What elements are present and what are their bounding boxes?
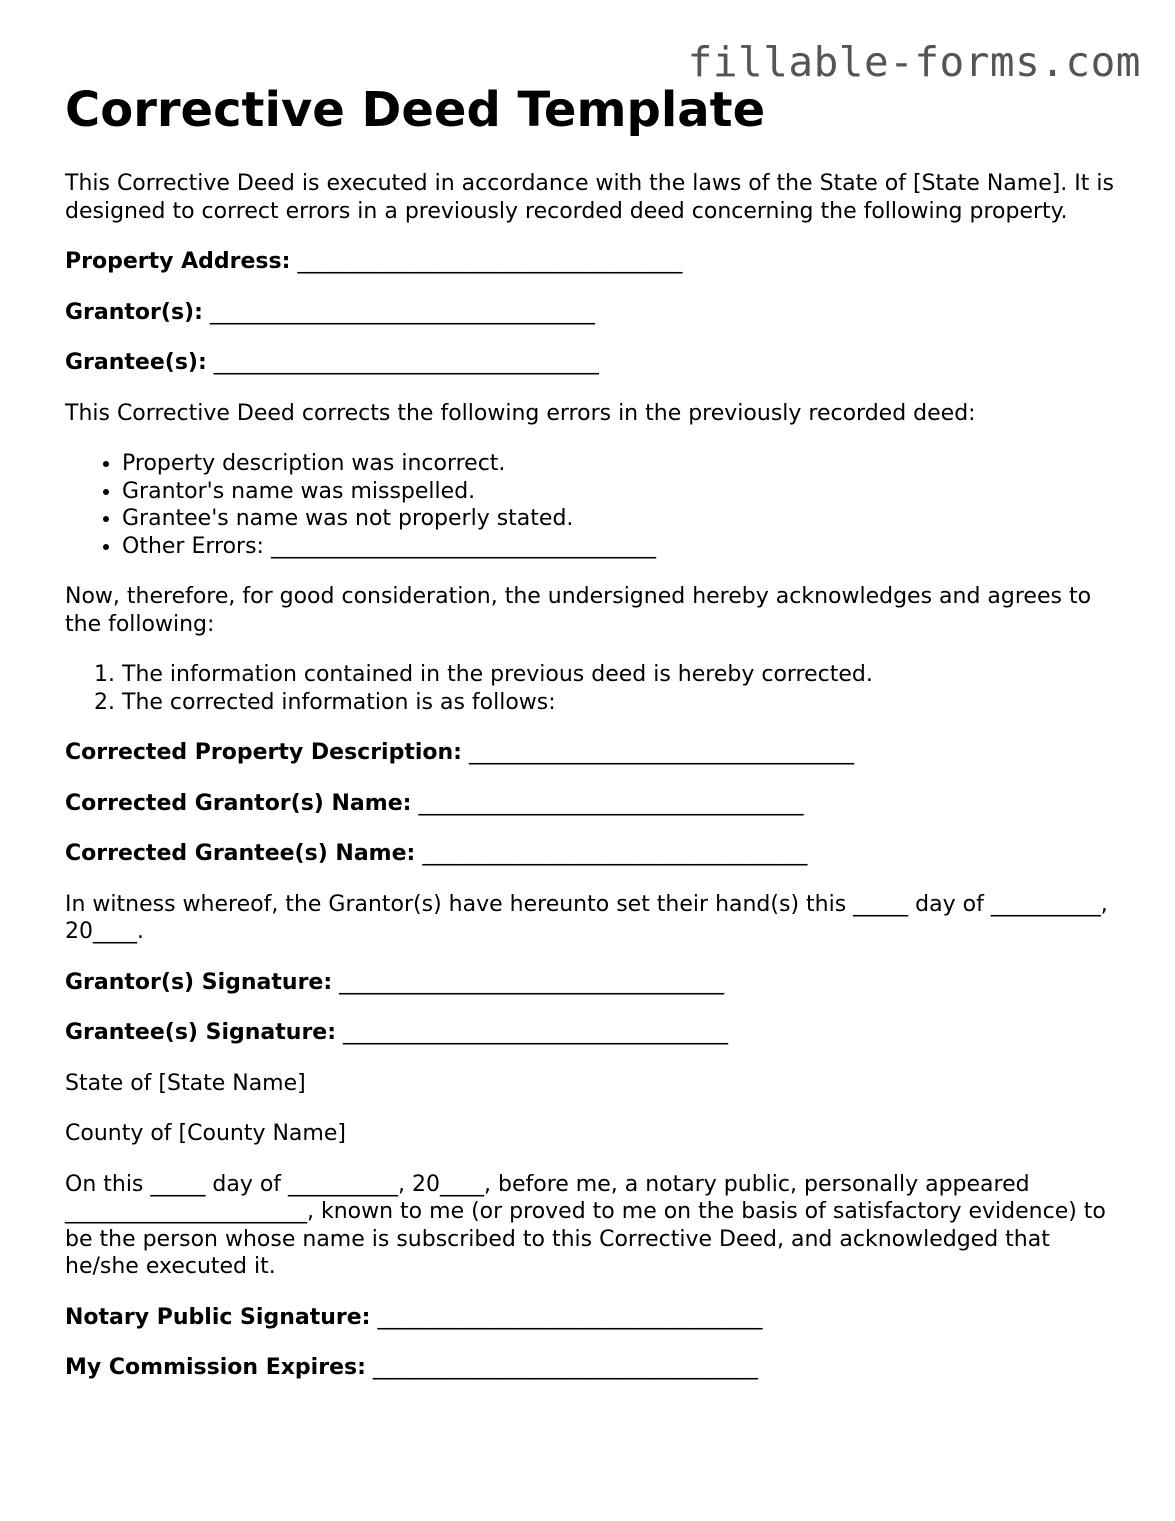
field-label: Corrected Property Description: [65, 740, 462, 765]
commission-expires-field[interactable] [65, 1354, 1125, 1382]
page-title: Corrective Deed Template [65, 82, 766, 138]
field-blank[interactable]: ___________________________________ [297, 249, 683, 274]
field-label: Property Address: [65, 249, 291, 274]
field-label: Corrected Grantor(s) Name: [65, 790, 412, 816]
intro-paragraph: This Corrective Deed is executed in accordance with the laws of the State of [State Name]. It is designed to correct errors in a previously recorded deed concerning the following property. [65, 171, 1114, 224]
list-item: 1. The information contained in the previous deed is hereby corrected. [122, 661, 1125, 689]
notary-signature-field[interactable] [65, 1304, 1125, 1332]
notary-paragraph[interactable]: On this _____ day of __________, 20____, before me, a notary public, personally appeared ______________________, known to me (or proved to me on the basis of satisfactory evidence) to be the person whose name is subscribed to this Corrective Deed, and acknowledged that he/she executed it. [65, 1171, 1106, 1279]
field-label: My Commission Expires: [65, 1355, 366, 1380]
state-line: State of [State Name] [65, 1070, 306, 1096]
corrected-grantor-name-field[interactable] [65, 790, 1125, 818]
grantee-signature-field[interactable] [65, 1019, 1125, 1047]
field-blank[interactable]: ___________________________________ [422, 841, 808, 866]
list-item: • Property description was incorrect. [122, 450, 1125, 478]
corrected-grantee-name-field[interactable] [65, 840, 1125, 868]
field-blank[interactable]: ___________________________________ [468, 740, 854, 765]
grantor-field[interactable] [65, 299, 1125, 327]
field-blank[interactable]: ___________________________________ [209, 299, 595, 325]
list-item-other-errors[interactable]: • Other Errors: ___________________________________ [122, 533, 1125, 561]
errors-intro: This Corrective Deed corrects the following errors in the previously recorded deed: [65, 400, 976, 426]
field-label: Grantor(s) Signature: [65, 969, 333, 995]
consideration-paragraph: Now, therefore, for good consideration, the undersigned hereby acknowledges and agrees to the following: [65, 584, 1092, 637]
list-item: 2. The corrected information is as follows: [122, 689, 1125, 717]
field-label: Corrected Grantee(s) Name: [65, 841, 416, 866]
county-line: County of [County Name] [65, 1121, 346, 1146]
property-address-field[interactable] [65, 248, 1125, 276]
list-item: • Grantee's name was not properly stated. [122, 505, 1125, 533]
field-blank[interactable]: ___________________________________ [339, 969, 725, 995]
field-blank[interactable]: ___________________________________ [372, 1355, 758, 1380]
field-blank[interactable]: ___________________________________ [418, 790, 804, 816]
grantee-field[interactable] [65, 349, 1125, 377]
errors-list [65, 450, 1125, 560]
list-item: • Grantor's name was misspelled. [122, 478, 1125, 506]
field-label: Grantee(s) Signature: [65, 1020, 337, 1045]
watermark-text: fillable-forms.com [687, 38, 1141, 86]
field-blank[interactable]: ___________________________________ [213, 350, 599, 375]
document-page [65, 80, 1125, 1382]
field-label: Grantor(s): [65, 299, 203, 325]
grantor-signature-field[interactable] [65, 969, 1125, 997]
corrected-property-description-field[interactable] [65, 739, 1125, 767]
field-label: Grantee(s): [65, 350, 207, 375]
field-blank[interactable]: ___________________________________ [343, 1020, 729, 1045]
agreements-list [65, 661, 1125, 716]
field-label: Notary Public Signature: [65, 1304, 371, 1330]
field-blank[interactable]: ___________________________________ [377, 1304, 763, 1330]
witness-paragraph[interactable]: In witness whereof, the Grantor(s) have hereunto set their hand(s) this _____ day of __________, 20____. [65, 891, 1108, 944]
